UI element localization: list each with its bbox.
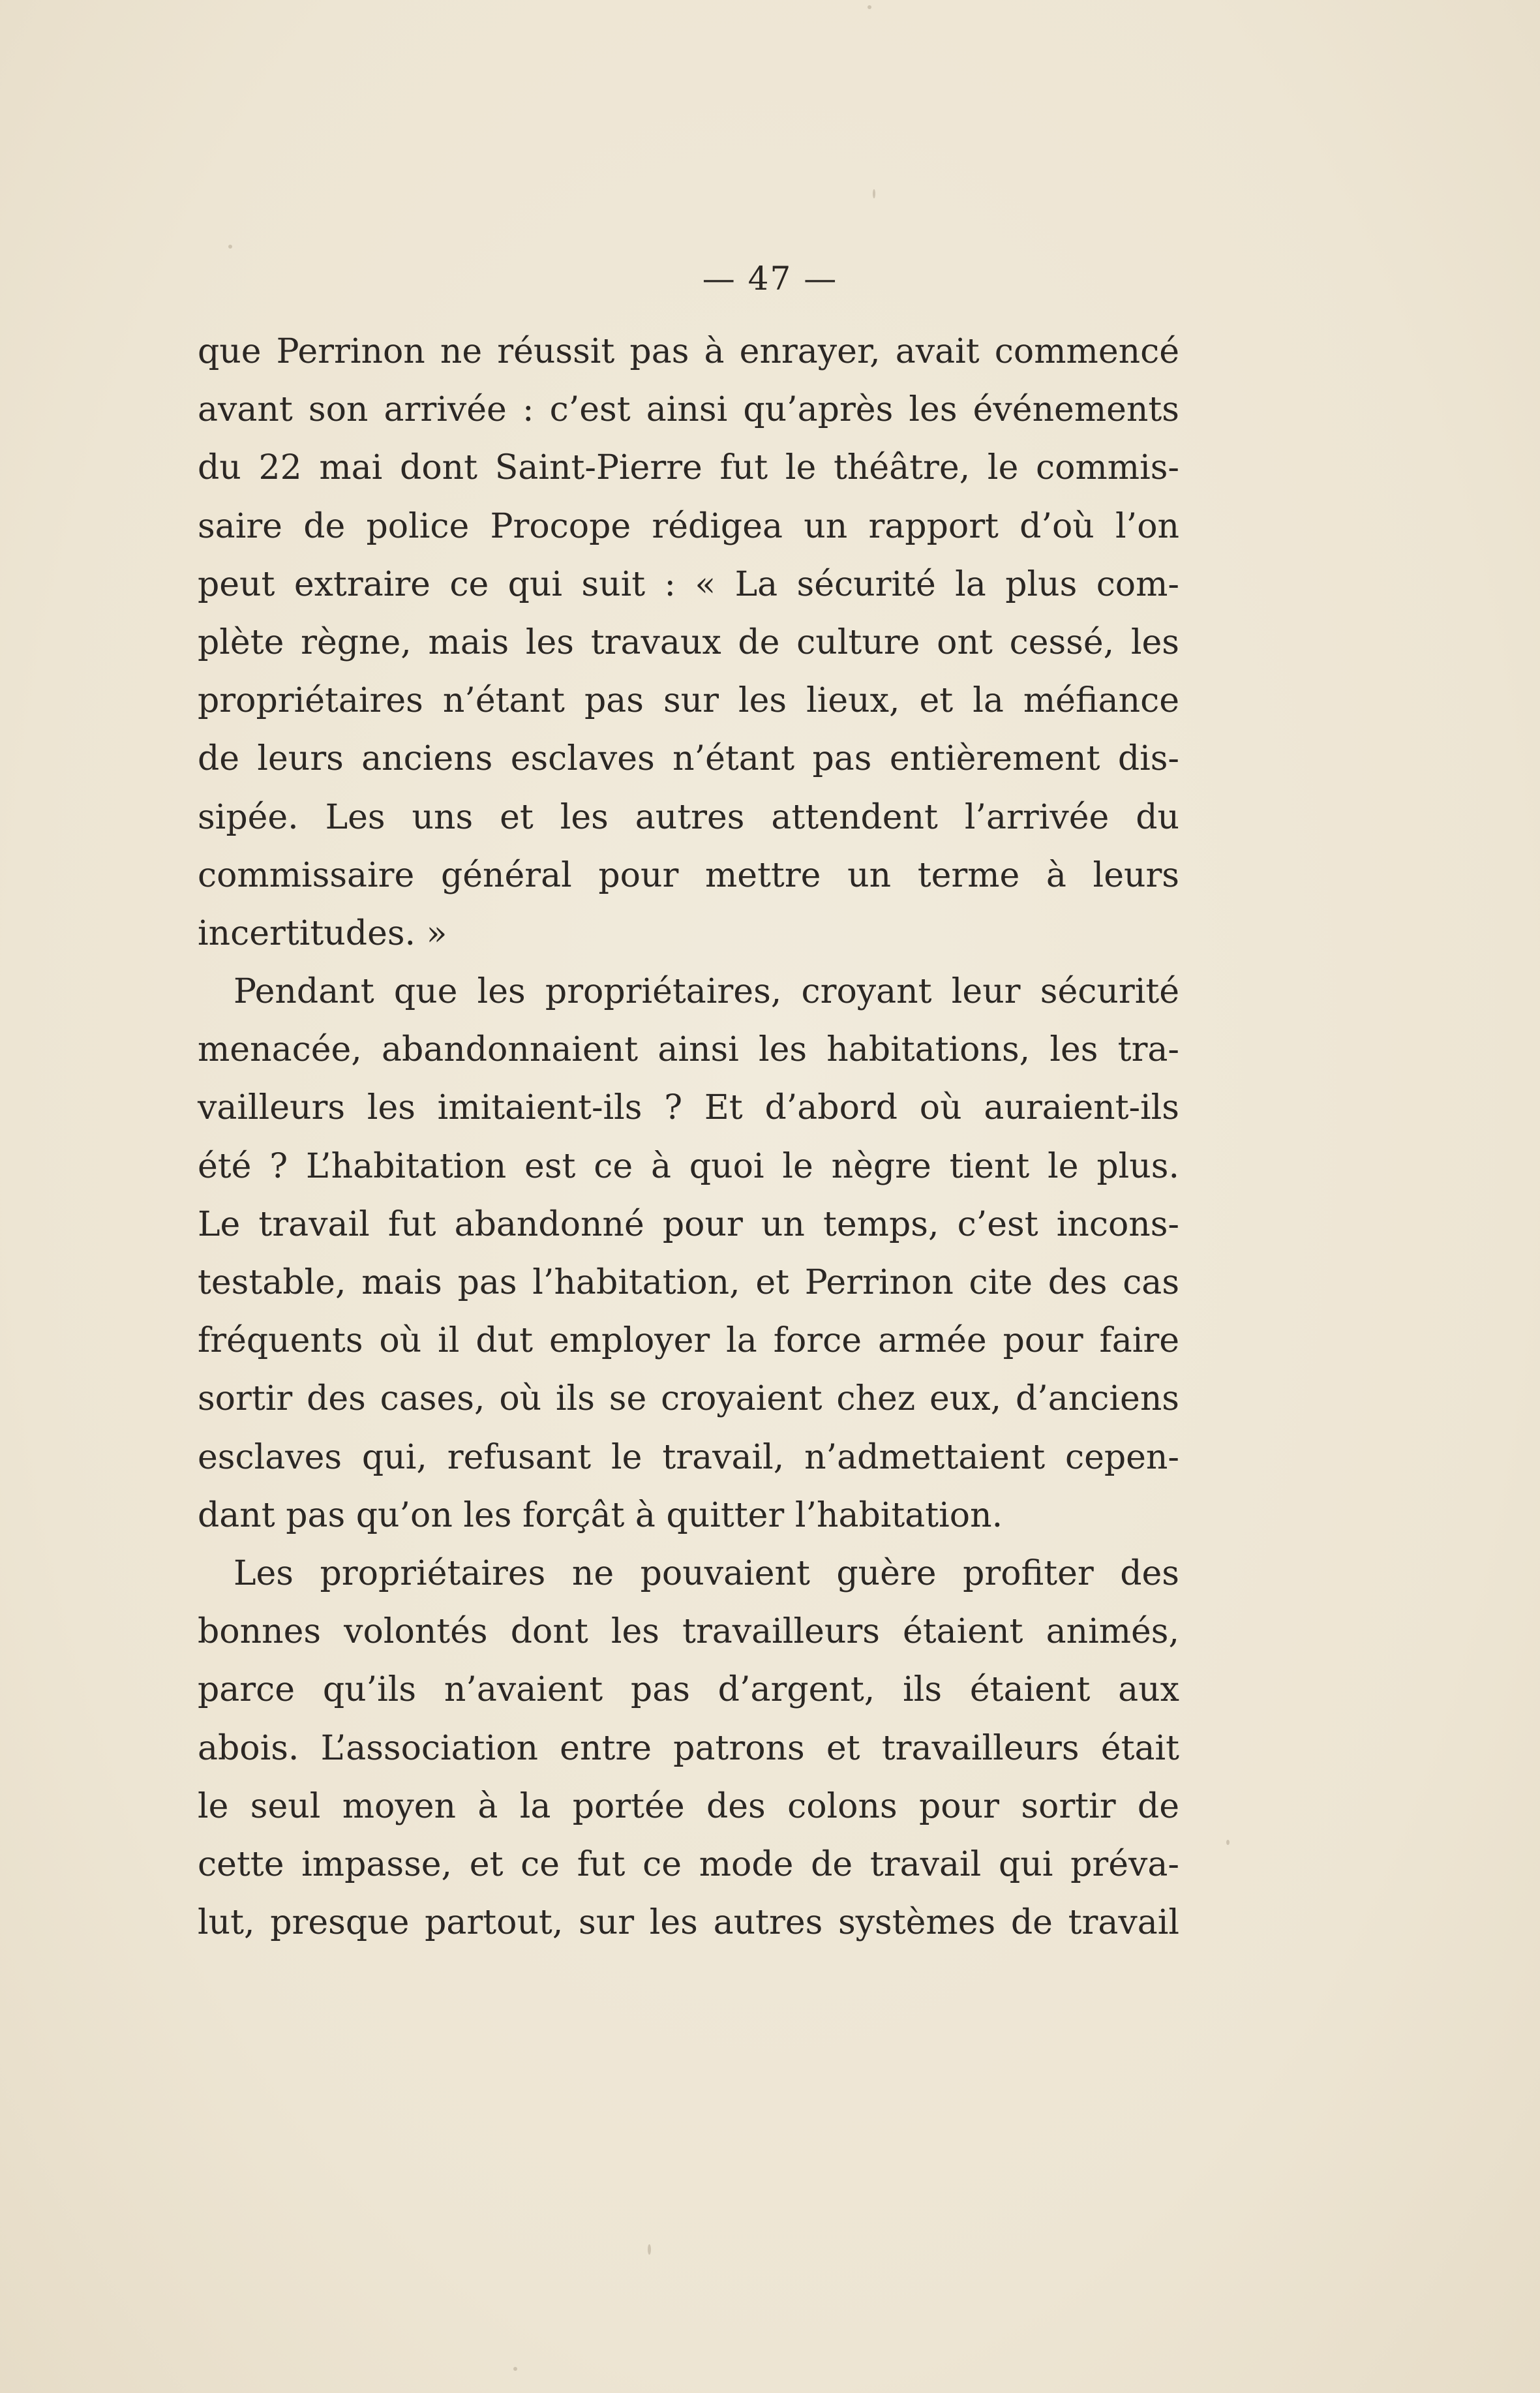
text-line: dant pas qu’on les forçât à quitter l’habitation. xyxy=(198,1495,1003,1535)
paper-speck xyxy=(648,2244,651,2255)
text-line: abois. L’association entre patrons et travailleurs était xyxy=(198,1728,1179,1768)
text-line: Le travail fut abandonné pour un temps, c’est incons- xyxy=(198,1204,1179,1244)
text-line: avant son arrivée : c’est ainsi qu’après les événements xyxy=(198,390,1179,430)
text-line: parce qu’ils n’avaient pas d’argent, ils étaient aux xyxy=(198,1670,1179,1710)
text-line: saire de police Procope rédigea un rapport d’où l’on xyxy=(198,506,1179,546)
text-line: Pendant que les propriétaires, croyant leur sécurité xyxy=(234,972,1179,1012)
page-number: — 47 — xyxy=(702,260,838,297)
text-line: sortir des cases, où ils se croyaient chez eux, d’anciens xyxy=(198,1379,1179,1419)
paper-speck xyxy=(868,5,871,9)
paper-speck xyxy=(873,189,875,198)
text-line: lut, presque partout, sur les autres systèmes de travail xyxy=(198,1903,1179,1943)
text-line: peut extraire ce qui suit : « La sécurité la plus com- xyxy=(198,564,1179,604)
text-line: du 22 mai dont Saint-Pierre fut le théâtre, le commis- xyxy=(198,448,1179,488)
text-line: sipée. Les uns et les autres attendent l’arrivée du xyxy=(198,797,1179,837)
text-line: incertitudes. » xyxy=(198,913,447,953)
text-line: de leurs anciens esclaves n’étant pas entièrement dis- xyxy=(198,739,1179,779)
text-line: fréquents où il dut employer la force armée pour faire xyxy=(198,1321,1179,1361)
text-line: vailleurs les imitaient-ils ? Et d’abord où auraient-ils xyxy=(198,1088,1179,1128)
text-line: le seul moyen à la portée des colons pour sortir de xyxy=(198,1786,1179,1826)
text-line: esclaves qui, refusant le travail, n’admettaient cepen- xyxy=(198,1437,1179,1477)
paper-speck xyxy=(1226,1840,1230,1845)
text-line: propriétaires n’étant pas sur les lieux, et la méfiance xyxy=(198,681,1179,721)
paper-speck xyxy=(228,245,232,249)
paper-speck xyxy=(513,2367,517,2371)
text-line: menacée, abandonnaient ainsi les habitations, les tra- xyxy=(198,1030,1179,1070)
text-line: plète règne, mais les travaux de culture ont cessé, les xyxy=(198,622,1179,662)
text-line: Les propriétaires ne pouvaient guère profiter des xyxy=(234,1553,1179,1593)
body-text xyxy=(198,323,1179,1952)
text-line: commissaire général pour mettre un terme à leurs xyxy=(198,855,1179,895)
text-line: été ? L’habitation est ce à quoi le nègre tient le plus. xyxy=(198,1146,1179,1186)
text-line: cette impasse, et ce fut ce mode de travail qui préva- xyxy=(198,1844,1179,1884)
text-line: testable, mais pas l’habitation, et Perrinon cite des cas xyxy=(198,1263,1179,1302)
text-line: bonnes volontés dont les travailleurs étaient animés, xyxy=(198,1612,1179,1652)
text-line: que Perrinon ne réussit pas à enrayer, avait commencé xyxy=(198,332,1179,371)
